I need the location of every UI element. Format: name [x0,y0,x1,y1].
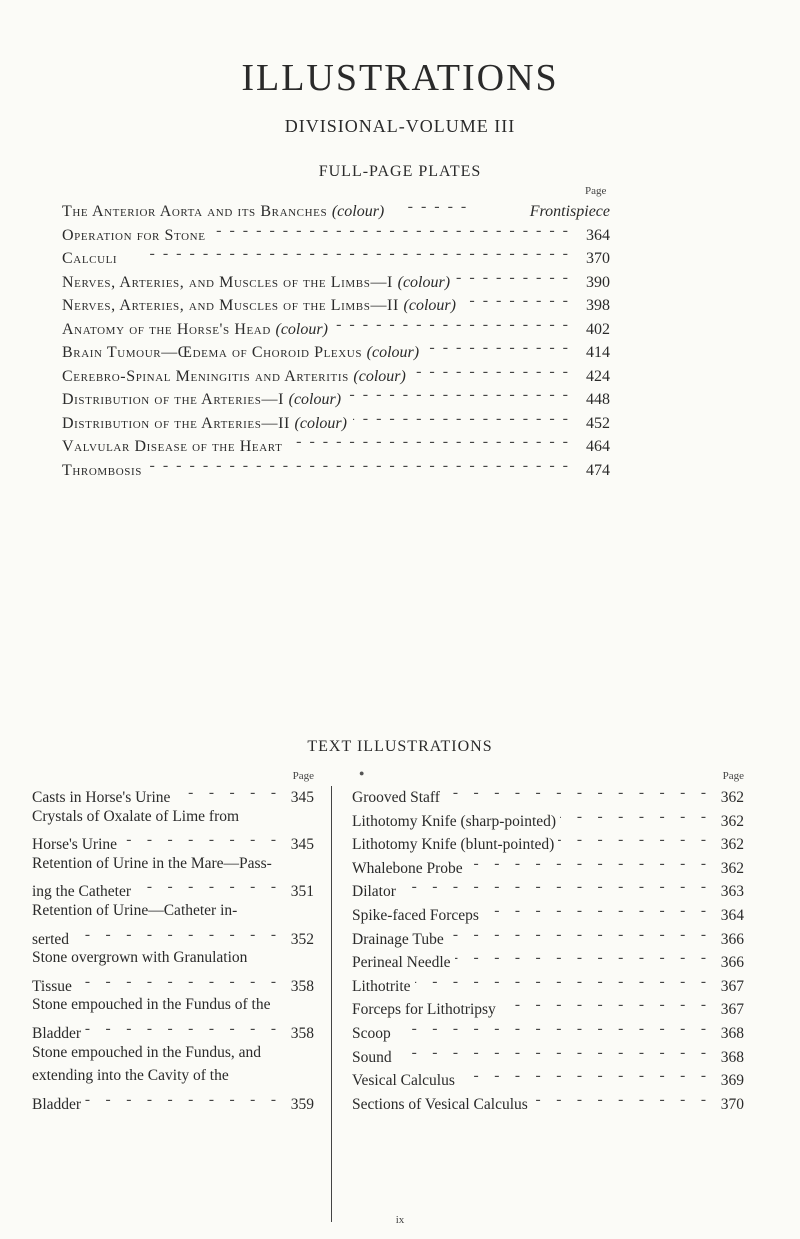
dot-leader [396,1044,706,1062]
illustration-line [32,831,314,855]
illustration-line [352,926,744,950]
illustration-line [352,996,744,1020]
illustration-page-number: 362 [720,789,744,806]
illustration-title: Drainage Tube [352,930,444,948]
illustration-line [32,1044,314,1068]
dot-leader [532,1091,706,1109]
plate-title [62,415,347,433]
illustration-title: Perineal Needle [352,954,451,972]
plate-note: (colour) [331,203,385,220]
full-page-plates-heading: FULL-PAGE PLATES [318,163,482,180]
dot-leader [174,784,276,802]
illustration-line [352,878,744,902]
dot-leader [462,292,568,310]
plate-note: (colour) [403,297,456,314]
illustration-title: Whalebone Probe [352,859,463,877]
volume-subtitle: DIVISIONAL-VOLUME III [284,116,516,136]
dot-leader [73,926,276,944]
illustration-line [352,831,744,855]
illustration-page-number: 367 [720,977,744,995]
plate-entry [62,433,610,457]
illustration-page-number: 362 [720,836,744,854]
text-illustrations-heading: TEXT ILLUSTRATIONS [307,738,493,755]
illustration-line [32,949,314,973]
illustration-page-number: 363 [720,883,744,901]
dot-leader [467,855,706,873]
plate-note: (colour) [294,414,347,432]
illustration-title: extending into the Cavity of the [32,1067,229,1085]
illustration-title: Dilator [352,883,396,901]
column-divider [331,786,332,1222]
illustration-line [352,1020,744,1044]
dot-leader [212,222,568,240]
dot-leader [400,878,706,896]
plate-entry [62,410,610,434]
plate-page-number: 474 [586,461,610,479]
dot-leader [444,784,706,802]
illustration-title: Sections of Vesical Calculus [352,1095,528,1113]
plate-label: Anatomy of the Horse's Head [62,320,271,338]
illustration-page-number: 345 [290,836,314,854]
illustration-page-number: 362 [720,859,744,877]
illustration-page-number: 368 [720,1024,744,1042]
left-column [32,770,314,1114]
dot-leader [121,831,276,849]
plate-entry [62,198,610,222]
plate-page-number: 370 [586,250,610,267]
plate-page-number: 390 [586,273,610,291]
plate-title [62,344,419,362]
plate-page-number: 364 [586,226,610,244]
plate-page-number: 424 [586,367,610,385]
illustration-title: Stone empouched in the Fundus of the [32,996,271,1014]
plate-title [62,250,117,268]
full-page-plates-list [62,198,610,480]
plate-note: (colour) [353,367,406,385]
illustration-page-number: 366 [720,954,744,972]
dot-leader [85,1091,276,1109]
illustration-title: Scoop [352,1024,391,1042]
illustration-title: Grooved Staff [352,789,440,806]
illustration-page-number: 370 [720,1095,744,1113]
text-illustrations-columns [32,770,744,1210]
right-illustration-list [352,784,744,1114]
illustration-line [32,926,314,950]
plate-label: Operation for Stone [62,226,206,244]
illustration-line [32,996,314,1020]
illustration-title: Bladder [32,1024,82,1042]
plate-title [62,368,406,386]
illustration-page-number: 345 [290,789,314,806]
dot-leader [76,973,276,991]
illustration-title: Retention of Urine—Catheter in- [32,901,238,919]
plate-title [62,438,282,456]
plate-page-number: 464 [586,438,610,455]
plate-note: (colour) [366,344,420,361]
plate-entry [62,339,610,363]
left-illustration-list [32,784,314,1114]
plate-entry [62,457,610,481]
plate-title [62,391,341,409]
plate-label: Nerves, Arteries, and Muscles of the Limbs—II [62,297,399,314]
illustration-line [352,949,744,973]
plate-title [62,462,142,480]
left-column-page-header: Page [292,770,314,782]
plate-title [62,321,328,339]
illustration-title: Spike-faced Forceps [352,906,479,924]
plate-title [62,274,450,292]
illustration-line [32,1091,314,1115]
illustration-page-number: 358 [290,977,314,995]
illustration-line [32,1020,314,1044]
plate-entry [62,245,610,269]
dot-leader [425,339,568,357]
plate-title [62,297,456,315]
dot-leader [353,410,568,428]
illustration-line [352,1044,744,1068]
dot-leader [288,433,568,451]
frontispiece-label: Frontispiece [529,203,610,220]
illustration-title: Forceps for Lithotripsy [352,1001,496,1019]
illustration-line [352,902,744,926]
dot-leader [500,996,706,1014]
plate-entry [62,222,610,246]
illustration-title: Lithotrite [352,977,411,995]
plate-label: Valvular Disease of the Heart [62,438,283,455]
illustration-title: Horse's Urine [32,836,118,854]
dot-leader [148,457,568,475]
dot-leader [558,831,706,849]
plate-label: Cerebro-Spinal Meningitis and Arteritis [62,367,349,385]
plate-entry [62,386,610,410]
dot-leader [456,269,568,287]
dot-leader [123,245,568,263]
plate-entry [62,269,610,293]
dot-leader [560,808,706,826]
illustration-line [352,1067,744,1091]
right-column [352,770,744,1114]
illustration-line [32,808,314,832]
plate-page-number: 398 [586,297,610,314]
page-folio: ix [395,1214,405,1226]
plates-page-header: Page [585,185,607,197]
plate-label: Thrombosis [62,461,142,479]
illustration-title: Lithotomy Knife (blunt-pointed) [352,836,555,854]
plate-label: The Anterior Aorta and its Branches [62,203,328,220]
dot-leader [415,973,706,991]
plate-title [62,203,384,221]
illustration-line [352,1091,744,1115]
plate-label: Distribution of the Arteries—I [62,391,285,408]
plate-entry [62,292,610,316]
plate-title [62,227,206,245]
plate-note: (colour) [275,320,328,338]
dot-leader [483,902,706,920]
plate-page-number: 448 [586,391,610,408]
illustration-title: Crystals of Oxalate of Lime from [32,807,240,825]
illustration-line [352,973,744,997]
dot-leader [85,1020,276,1038]
dot-leader [347,386,568,404]
illustration-page-number: 368 [720,1048,744,1066]
illustration-page-number: 358 [290,1024,314,1042]
illustration-title: Retention of Urine in the Mare—Pass- [32,854,272,872]
dot-leader [406,198,466,216]
plate-page-number: 452 [586,414,610,432]
illustration-line [32,784,314,808]
dot-leader [395,1020,706,1038]
dot-leader [135,878,276,896]
plate-label: Calculi [62,250,118,267]
plate-label: Nerves, Arteries, and Muscles of the Limbs—I [62,273,393,291]
illustration-page-number: 352 [290,930,314,948]
plate-page-number: 414 [586,344,610,361]
page-title: ILLUSTRATIONS [241,57,559,99]
illustration-title: Sound [352,1048,392,1066]
plate-note: (colour) [288,391,342,408]
illustration-title: Casts in Horse's Urine [32,789,171,806]
printer-mark: ● [359,768,365,778]
illustration-title: Tissue [32,977,72,995]
dot-leader [412,363,568,381]
illustration-page-number: 367 [720,1001,744,1019]
illustration-line [32,973,314,997]
illustration-line [32,855,314,879]
illustration-page-number: 359 [290,1095,314,1113]
plate-note: (colour) [397,273,451,291]
illustration-line [32,902,314,926]
illustration-title: Stone empouched in the Fundus, and [32,1043,262,1061]
illustration-title: Stone overgrown with Granulation [32,949,248,967]
dot-leader [455,949,706,967]
plate-page-number: 402 [586,320,610,338]
right-column-page-header: Page [722,770,744,782]
dot-leader [334,316,568,334]
illustration-page-number: 351 [290,883,314,901]
illustration-page-number: 369 [720,1072,744,1090]
illustration-line [352,855,744,879]
illustration-line [352,808,744,832]
illustration-title: Vesical Calculus [352,1072,455,1090]
plate-entry [62,316,610,340]
illustration-page-number: 366 [720,930,744,948]
illustration-title: Bladder [32,1095,82,1113]
plate-label: Distribution of the Arteries—II [62,414,290,432]
illustration-title: Lithotomy Knife (sharp-pointed) [352,812,557,830]
illustration-title: serted [32,930,70,948]
dot-leader [459,1067,706,1085]
illustration-title: ing the Catheter [32,883,131,901]
dot-leader [448,926,706,944]
illustration-line [32,1067,314,1091]
plate-entry [62,363,610,387]
plate-label: Brain Tumour—Œdema of Choroid Plexus [62,344,363,361]
illustration-line [352,784,744,808]
illustration-page-number: 364 [720,906,744,924]
illustration-line [32,878,314,902]
illustration-page-number: 362 [720,812,744,830]
